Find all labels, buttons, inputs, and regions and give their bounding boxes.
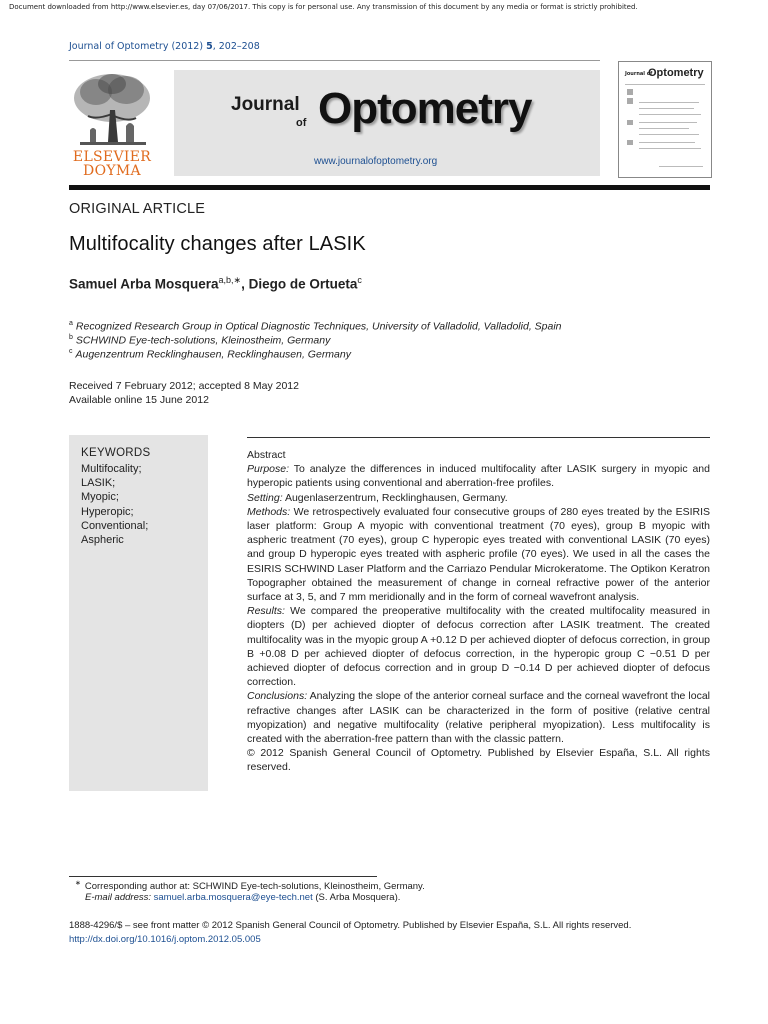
citation-journal: Journal of Optometry (2012)	[69, 41, 207, 52]
author-2-affiliation-marks[interactable]: c	[357, 275, 362, 285]
abstract-copyright: © 2012 Spanish General Council of Optometry. Published by Elsevier España, S.L. All rights reserved.	[247, 747, 710, 774]
header-thick-bar	[69, 185, 710, 190]
email-link[interactable]: samuel.arba.mosquera@eye-tech.net	[153, 892, 313, 903]
keyword-item: Hyperopic;	[81, 505, 134, 518]
journal-banner	[174, 70, 600, 176]
keywords-panel	[69, 435, 208, 791]
cover-text-line	[639, 134, 699, 135]
affiliation-text: Recognized Research Group in Optical Diagnostic Techniques, University of Valladolid, Valladolid, Spain	[75, 320, 562, 333]
issn-line: 1888-4296/$ – see front matter © 2012 Spanish General Council of Optometry. Published by Elsevier España, S.L. All rights reserved.	[69, 920, 632, 931]
corresponding-author-text: Corresponding author at: SCHWIND Eye-tech-solutions, Kleinostheim, Germany.	[84, 881, 425, 893]
online-date: Available online 15 June 2012	[69, 394, 209, 406]
banner-word-of: of	[296, 117, 307, 129]
abstract-setting	[247, 491, 710, 505]
cover-mark	[627, 89, 633, 95]
author-1-affiliation-marks[interactable]: a,b,∗	[218, 275, 242, 285]
cover-big-title: Optometry	[648, 67, 704, 79]
setting-label: Setting:	[247, 491, 283, 504]
journal-cover-thumbnail	[618, 61, 712, 178]
affiliation-mark: c	[69, 348, 73, 355]
methods-label: Methods:	[247, 505, 291, 518]
elsevier-logo	[66, 70, 158, 180]
cover-mark	[627, 140, 633, 145]
affiliation-c	[69, 348, 351, 361]
logo-line-2: DOYMA	[83, 163, 141, 179]
abstract-methods	[247, 505, 710, 604]
email-note	[85, 892, 400, 903]
abstract-heading: Abstract	[247, 449, 286, 461]
cover-text-line	[639, 114, 701, 115]
keyword-item: Conventional;	[81, 519, 149, 532]
abstract-rule	[247, 437, 710, 438]
purpose-label: Purpose:	[247, 463, 290, 476]
affiliation-mark: b	[69, 334, 73, 341]
cover-text-line	[639, 142, 695, 143]
keyword-item: Multifocality;	[81, 463, 142, 475]
received-dates: Received 7 February 2012; accepted 8 May 2012	[69, 380, 299, 392]
author-list	[69, 275, 362, 292]
cover-text-line	[639, 128, 689, 129]
setting-text: Augenlaserzentrum, Recklinghausen, Germany.	[284, 491, 508, 504]
article-type: ORIGINAL ARTICLE	[69, 201, 206, 217]
affiliation-mark: a	[69, 320, 73, 327]
abstract-purpose	[247, 462, 710, 490]
affiliation-text: Augenzentrum Recklinghausen, Recklinghausen, Germany	[75, 348, 351, 361]
footnote-rule	[69, 876, 377, 877]
author-1: Samuel Arba Mosquera	[69, 276, 219, 292]
email-label: E-mail address:	[85, 892, 151, 903]
author-separator: ,	[241, 276, 249, 292]
abstract	[247, 448, 710, 775]
abstract-results	[247, 604, 710, 689]
cover-rule	[625, 84, 705, 85]
banner-word-journal: Journal	[231, 94, 300, 115]
journal-website-link[interactable]: www.journalofoptometry.org	[314, 156, 438, 167]
cover-text-line	[639, 148, 701, 149]
conclusions-text: Analyzing the slope of the anterior corneal surface and the corneal wavefront the local refractive changes after LASIK can be characterized in the form of positive (relative central myopization) and negative multifocality (relative peripheral myopization). Less multifocality is created with the aberration-free pattern than with the classic pattern.	[247, 690, 710, 746]
corresponding-author-note	[75, 879, 425, 892]
citation-pages: , 202–208	[212, 41, 260, 52]
affiliation-a	[69, 320, 562, 333]
email-owner: (S. Arba Mosquera).	[312, 892, 401, 903]
cover-small-title: Journal of	[625, 71, 653, 77]
cover-mark	[627, 98, 633, 104]
purpose-text: To analyze the differences in induced multifocality after LASIK surgery in myopic and hyperopic patients using conventional and aberration-free profiles.	[247, 463, 710, 490]
results-label: Results:	[247, 605, 285, 618]
conclusions-label: Conclusions:	[247, 690, 308, 703]
footnote-mark: ∗	[75, 880, 81, 887]
header-rule	[69, 60, 600, 61]
methods-text: We retrospectively evaluated four consecutive groups of 280 eyes treated by the ESIRIS laser platform: Group A myopic with conventional treatment (70 eyes), group B myopic with aspheric treatment (70 eyes), group C hyperopic eyes treated with conventional LASIK (70 eyes) and group D hyperopic eyes treated with aspheric profile (70 eyes). We used in all the cases the ESIRIS SCHWIND Laser Platform and the Carriazo Pendular Microkeratome. The Optikon Keratron Topographer obtained the measurement of change in corneal refractive power of the anterior surface at 3, 5, and 7 mm meridionally and in the form of corneal wavefront analysis.	[247, 505, 711, 604]
cover-text-line	[639, 122, 697, 123]
keywords-heading: KEYWORDS	[81, 447, 151, 459]
citation-volume: 5	[206, 41, 213, 52]
journal-citation[interactable]	[69, 41, 260, 52]
author-2: Diego de Ortueta	[248, 276, 358, 292]
keyword-item: Myopic;	[81, 491, 119, 504]
cover-mark	[627, 120, 633, 125]
affiliation-b	[69, 334, 330, 347]
logo-line-1: ELSEVIER	[72, 149, 152, 165]
cover-text-line	[639, 108, 694, 109]
cover-text-line	[659, 166, 703, 167]
keywords-list	[81, 462, 148, 547]
affiliation-text: SCHWIND Eye-tech-solutions, Kleinostheim, Germany	[75, 334, 331, 347]
keyword-item: Aspheric	[81, 534, 124, 547]
doi-link[interactable]: http://dx.doi.org/10.1016/j.optom.2012.05.005	[69, 934, 261, 945]
banner-word-optometry: Optometry	[318, 84, 532, 133]
results-text: We compared the preoperative multifocality with the created multifocality measured in diopters (D) per achieved diopter of defocus correction after LASIK treatment. The created multifocality was in the myopic group A +0.12 D per achieved diopter of defocus correction, in group B +0.08 D per achieved diopter of defocus correction, in the hyperopic group C −0.51 D per achieved diopter of defocus correction and in group D −0.14 D per achieved diopter of defocus correction.	[247, 605, 710, 689]
download-notice: Document downloaded from http://www.elsevier.es, day 07/06/2017. This copy is for personal use. Any transmission of this document by any media or format is strictly prohibited.	[9, 3, 638, 11]
abstract-conclusions	[247, 689, 710, 746]
cover-text-line	[639, 102, 699, 103]
article-title: Multifocality changes after LASIK	[69, 233, 366, 255]
keyword-item: LASIK;	[81, 477, 116, 490]
elsevier-tree-icon	[66, 70, 158, 150]
